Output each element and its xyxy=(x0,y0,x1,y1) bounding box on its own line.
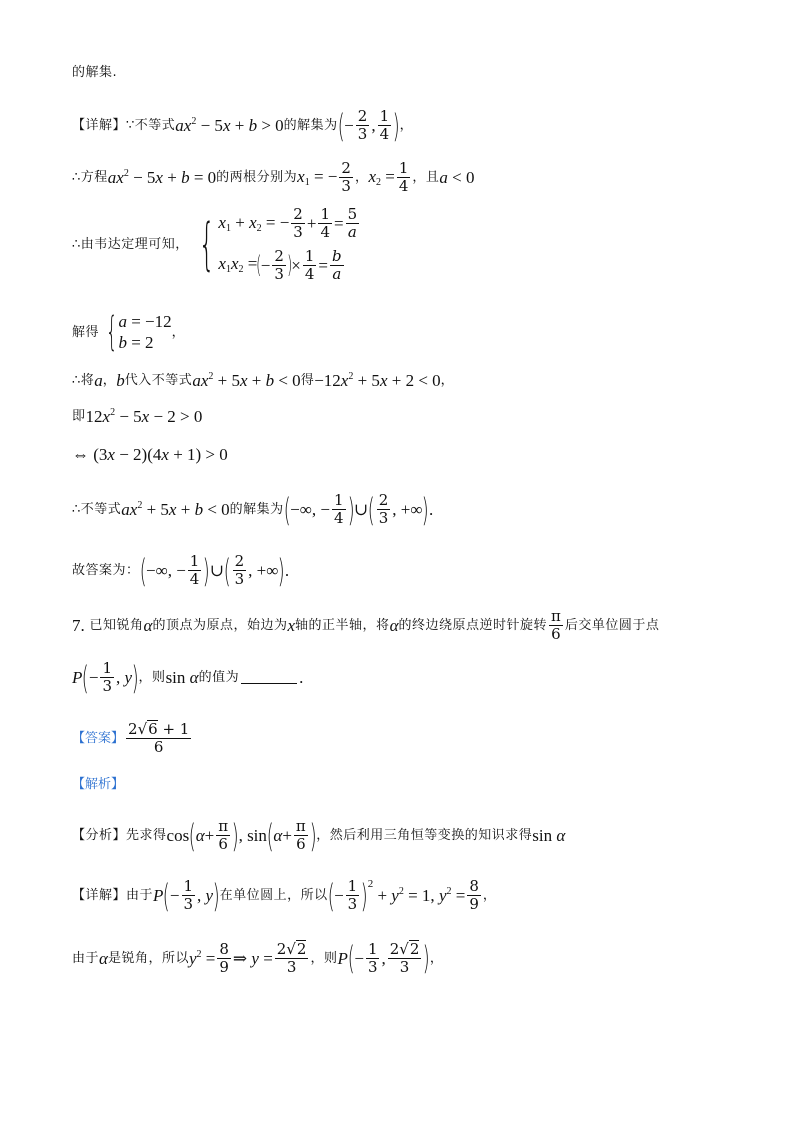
text-line-9: ∴不等式 $ax^2 + 5x + b < 0$ 的解集为 ( −∞, − $\frac{1}{4}$ ) ∪ ( 2 3 , +∞ ) . xyxy=(72,490,434,529)
formula: $ax^2 - 5x + b = 0$ xyxy=(107,168,217,188)
text: ，则 xyxy=(310,950,338,966)
text: 的顶点为原点，始边为 xyxy=(152,618,288,634)
question-7-line-1: 7. 已知锐角 α 的顶点为原点，始边为 x 轴的正半轴，将 α 的终边绕原点逆时针旋转 π 6 后交单位圆于点 xyxy=(72,607,660,644)
text-line-3: ∴方程 $ax^2 - 5x + b = 0$ 的两根分别为 $x_1$ = − $\frac{2}{3}$ ， $x_2$ = $\frac{1}{4}$ ，且 a < 0 xyxy=(72,159,475,196)
text: 代入不等式 xyxy=(124,373,193,388)
formula: ⇔ (3x − 2)(4x + 1) > 0 xyxy=(72,445,228,464)
xiangjie-line: 【详解】 由于 P ( − $\frac{1}{3}$ , y ) 在单位圆上，所以 ( − $\frac{1}{3}$ ) 2 + $y^2 = 1$, $y^2$ = $\frac{8}{9}$ ， xyxy=(72,876,497,915)
solution-system: a = −12 b = 2 xyxy=(118,312,172,352)
answer-line xyxy=(72,720,193,757)
text: 后交单位圆于点 xyxy=(564,618,660,634)
detail-tag: 【详解】 xyxy=(72,118,127,134)
formula: $ax^2 - 5x + b > 0$ xyxy=(175,116,284,136)
analysis-tag-line xyxy=(72,778,124,791)
fenxi-line: 【分析】 先求得 cos ( α + $\frac{\pi}{6}$ ) , sin ( α + $\frac{\pi}{6}$ ) ，然后利用三角恒等变换的知识求得 sin α xyxy=(72,816,566,855)
text: 的值为 xyxy=(198,670,240,686)
text: 即 xyxy=(72,409,86,424)
text-line-4: ∴由韦达定理可知， { $x_1 + x_2$ = − $\frac{2}{3}$ + $\frac{1}{4}$ = $\frac{5}{a}$ $x_1x_2$ = ( − $\frac{2}{3}$ ) × $\frac{1}{4}$ = $\frac{b}{a}$ xyxy=(72,206,361,283)
answer-tag: 【答案】 xyxy=(72,730,125,746)
text: 解得 xyxy=(72,324,100,340)
question-number: 7. xyxy=(72,616,85,636)
text: ∴不等式 xyxy=(72,502,122,518)
text: 故答案为： xyxy=(72,563,140,579)
answer-value: 2√6 + 1 6 xyxy=(128,720,190,757)
text-line-10: 故答案为： ( −∞, − $\frac{1}{4}$ ) ∪ ( 2 3 , +∞ ) . xyxy=(72,551,290,590)
text: 已知锐角 xyxy=(89,618,144,634)
text-line-7: 即 $12x^2 - 5x - 2 > 0$ xyxy=(72,407,203,426)
text: 轴的正半轴，将 xyxy=(295,618,390,634)
text: 的终边绕原点逆时针旋转 xyxy=(398,618,548,634)
analysis-tag: 【解析】 xyxy=(72,777,125,792)
text: ，且 xyxy=(412,170,440,186)
text-line-2: 【详解】 ∵不等式 $ax^2 - 5x + b > 0$ 的解集为 ( − $\frac{2}{3}$ , 1 4 ) ， xyxy=(72,106,414,145)
text: 由于 xyxy=(126,888,154,904)
text-line-5: 解得 { a = −12 b = 2 ， xyxy=(72,309,186,355)
text: 的解集为 xyxy=(283,118,338,134)
text: 由于 xyxy=(72,950,100,966)
answer-blank xyxy=(241,671,297,684)
text: 的解集为 xyxy=(229,502,284,518)
text: 先求得 xyxy=(126,828,167,844)
text-line-1 xyxy=(72,66,117,79)
text: ∴方程 xyxy=(72,170,108,186)
text-line-6: ∴将 a ， b 代入不等式 $ax^2 + 5x + b < 0$ 得 $-12x^2 + 5x + 2 < 0$ ， xyxy=(72,371,455,390)
last-line: 由于 α 是锐角，所以 $y^2$ = $\frac{8}{9}$ ⇒ y = $\frac{2√2}{3}$ ，则 P ( − $\frac{1}{3}$ , 2√2 3 ) ， xyxy=(72,939,444,978)
xiangjie-tag: 【详解】 xyxy=(72,888,127,904)
text: 是锐角，所以 xyxy=(107,950,189,966)
text: ∵不等式 xyxy=(126,118,176,134)
question-7-line-2: P ( − $\frac{1}{3}$ , y ) ，则 sin α 的值为 . xyxy=(72,658,304,697)
text: 在单位圆上，所以 xyxy=(219,888,328,904)
text-line-8 xyxy=(72,446,228,463)
text: 的解集. xyxy=(72,65,118,80)
vieta-system: $x_1 + x_2$ = − $\frac{2}{3}$ + $\frac{1}{4}$ = $\frac{5}{a}$ $x_1x_2$ = ( − $\frac{2}{3}$ ) × $\frac{1}{4}$ = $\frac{b}{a}$ xyxy=(218,205,358,283)
text: 的两根分别为 xyxy=(216,170,298,186)
text: ∴由韦达定理可知， xyxy=(72,237,189,252)
fenxi-tag: 【分析】 xyxy=(72,828,127,844)
text: 得 xyxy=(300,373,315,388)
text: ，则 xyxy=(138,670,166,686)
text: ，然后利用三角恒等变换的知识求得 xyxy=(316,828,533,844)
text: ∴将 xyxy=(72,373,95,388)
